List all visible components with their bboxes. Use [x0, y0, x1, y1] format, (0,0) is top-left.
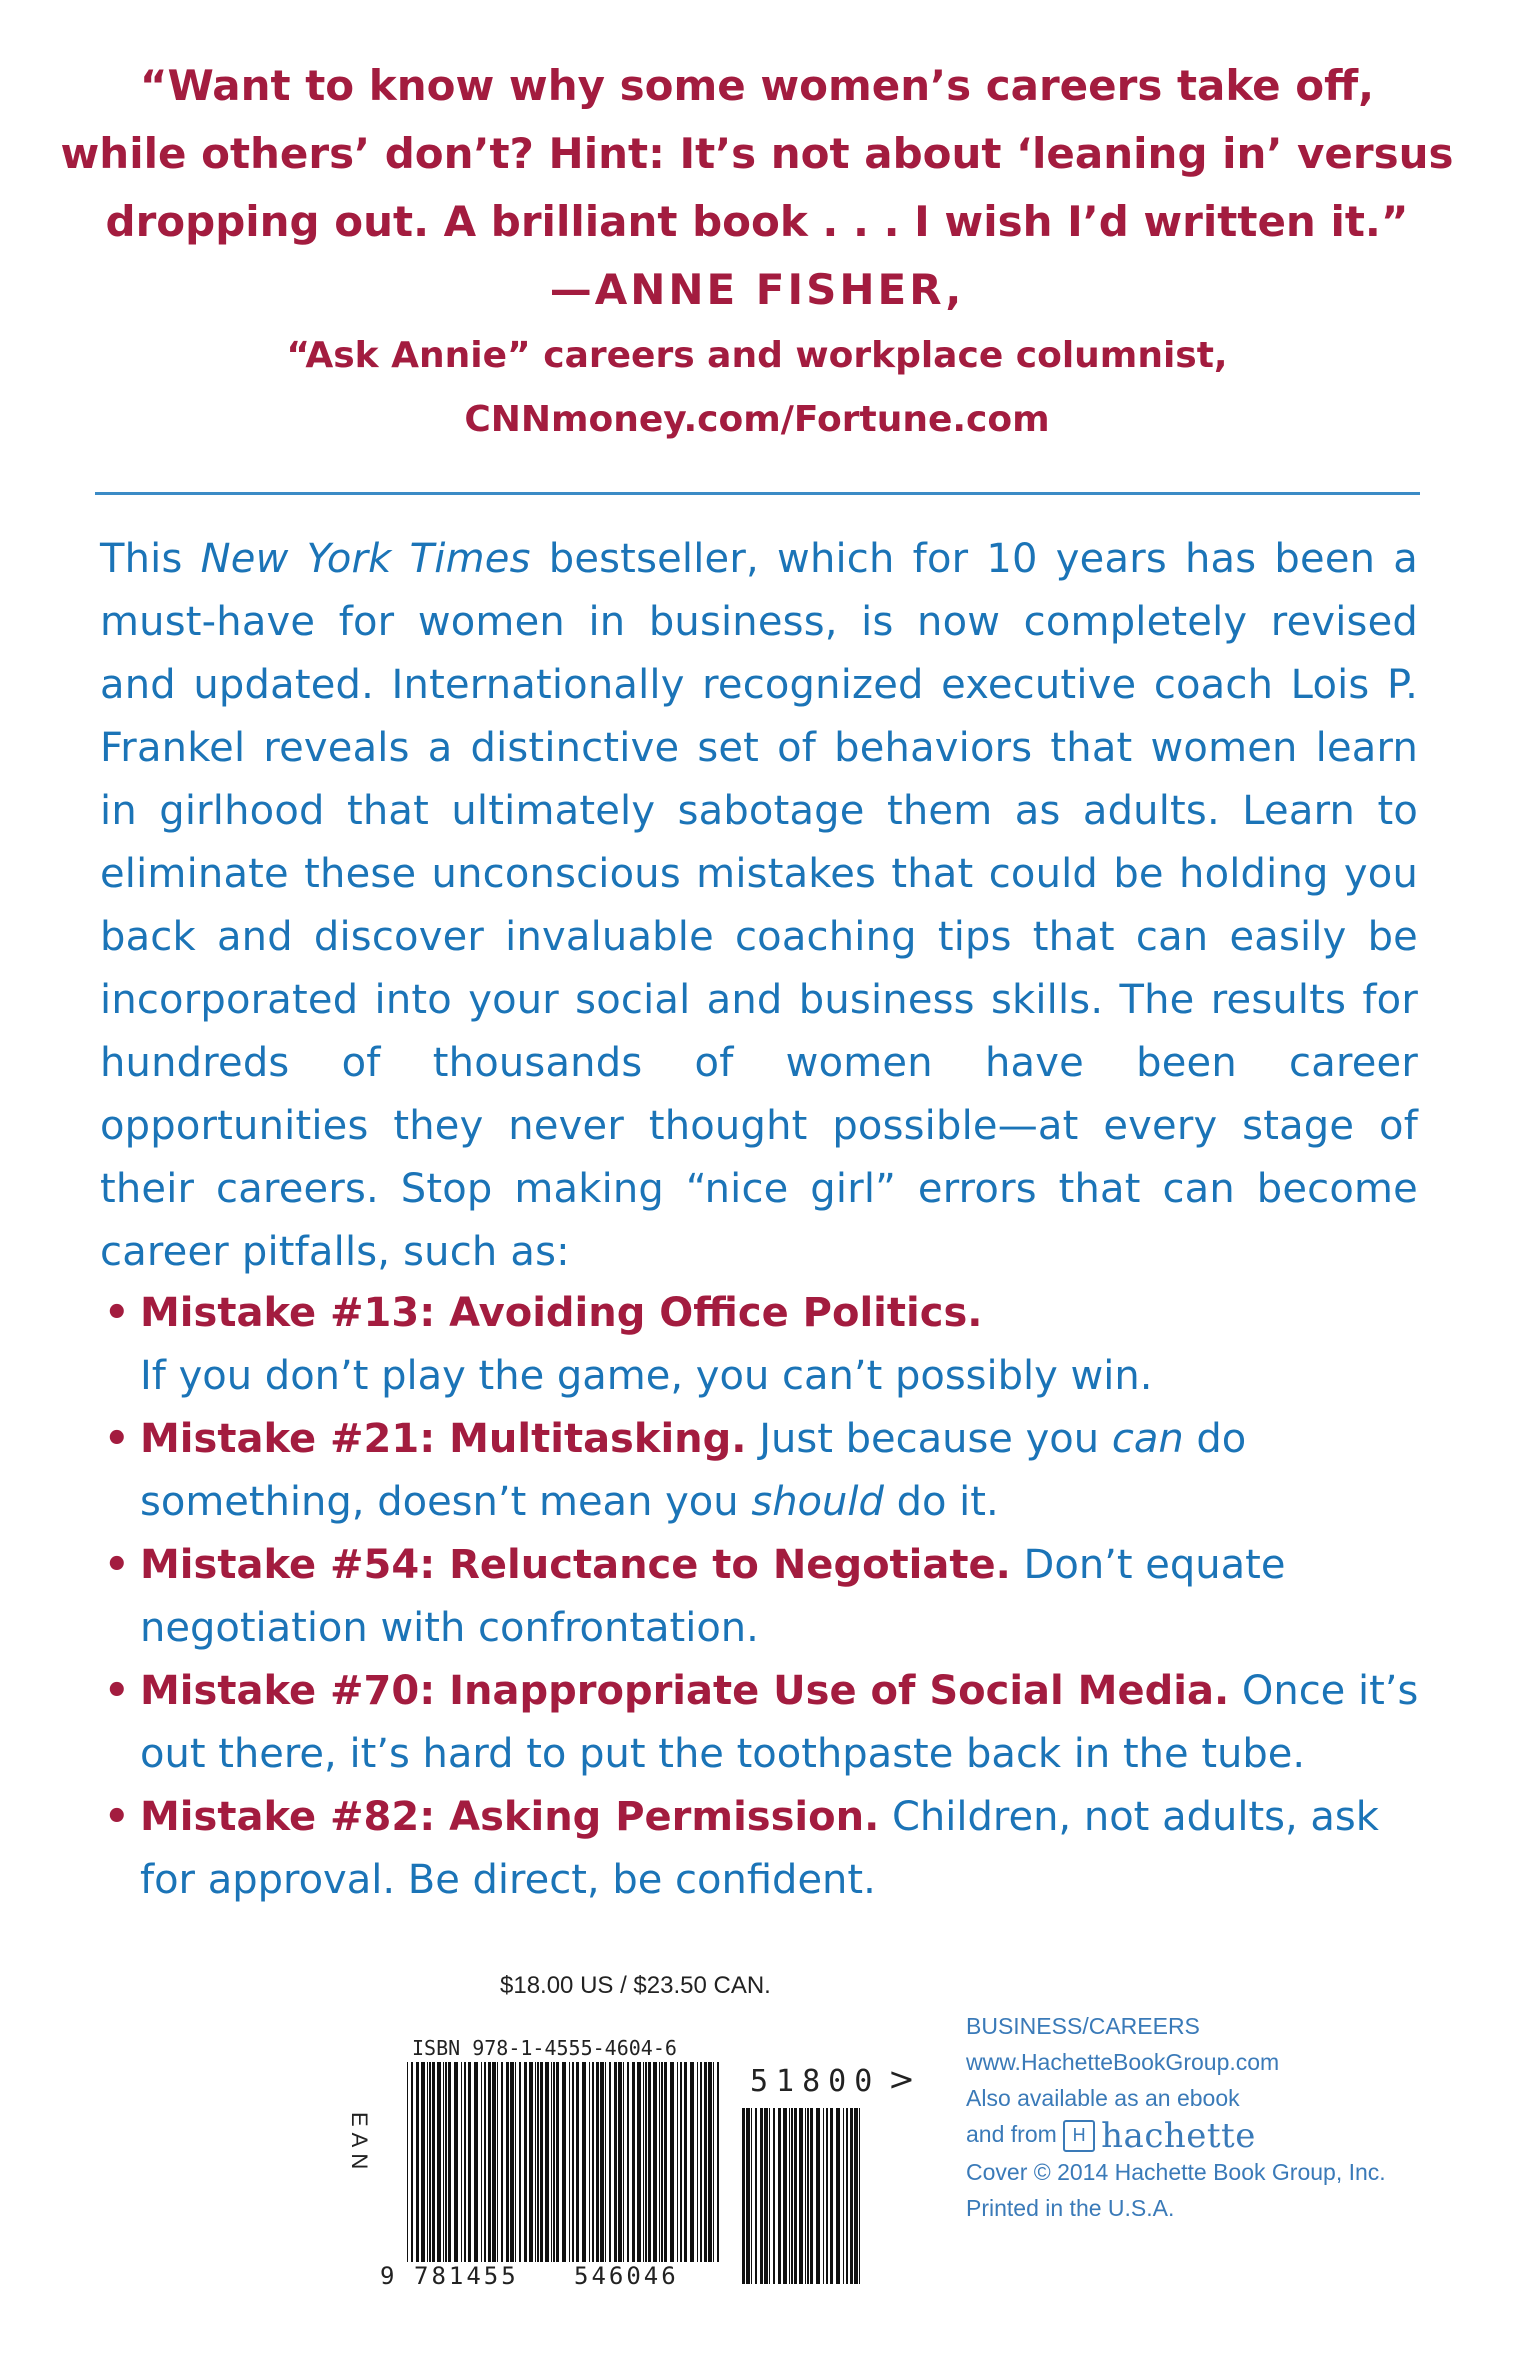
- barcode-digit-group: 546046: [574, 2262, 679, 2290]
- audio-note: [966, 2116, 1466, 2154]
- mistake-title: Mistake #13: Avoiding Office Politics.: [140, 1290, 983, 1336]
- mistake-title: Mistake #21: Multitasking.: [140, 1416, 747, 1462]
- ebook-note: Also available as an ebook: [966, 2085, 1240, 2111]
- quote-author: —ANNE FISHER,: [549, 265, 965, 314]
- mistake-body: If you don’t play the game, you can’t possibly win.: [140, 1353, 1153, 1399]
- description-intro: This: [100, 536, 201, 582]
- newspaper-title: New York Times: [200, 536, 531, 582]
- publisher-website: www.HachetteBookGroup.com: [966, 2049, 1280, 2075]
- quote-line: while others’ don’t? Hint: It’s not about ‘leaning in’ versus: [60, 129, 1454, 178]
- barcode-icon: [405, 2062, 723, 2262]
- list-item: [100, 1534, 1440, 1660]
- ean-label: EAN: [347, 2112, 372, 2176]
- isbn-label: ISBN 978-1-4555-4604-6: [412, 2036, 677, 2060]
- audio-prefix: and from: [966, 2121, 1057, 2147]
- printed-line: Printed in the U.S.A.: [966, 2194, 1175, 2221]
- bullet-icon: •: [104, 1794, 130, 1840]
- bullet-icon: •: [104, 1668, 130, 1714]
- mistake-emphasis: should: [751, 1479, 884, 1525]
- barcode-digit-group: 9: [380, 2262, 395, 2290]
- mistake-emphasis: can: [1111, 1416, 1184, 1462]
- barcode-digit-group: 781455: [414, 2262, 519, 2290]
- list-item: [100, 1408, 1440, 1534]
- mistake-body: Children, not adults, ask for approval. Be direct, be confident.: [140, 1794, 1379, 1903]
- mistake-title: Mistake #70: Inappropriate Use of Social Media.: [140, 1668, 1230, 1714]
- divider-rule: [95, 492, 1420, 495]
- mistake-body: do it.: [883, 1479, 999, 1525]
- price-label: $18.00 US / $23.50 CAN.: [500, 1972, 771, 1999]
- bullet-icon: •: [104, 1542, 130, 1588]
- quote-author-source: CNNmoney.com/Fortune.com: [464, 399, 1050, 440]
- mistake-body: Just because you: [746, 1416, 1112, 1462]
- category-label: BUSINESS/CAREERS: [966, 2013, 1200, 2039]
- quote-line: dropping out. A brilliant book . . . I wish I’d written it.”: [105, 197, 1409, 246]
- mistake-body: Once it’s out there, it’s hard to put the toothpaste back in the tube.: [140, 1668, 1419, 1777]
- hachette-logo-word: hachette: [1101, 2115, 1256, 2156]
- mistakes-list: [100, 1282, 1440, 1912]
- quote-line: “Want to know why some women’s careers take off,: [139, 61, 1375, 110]
- description-body: bestseller, which for 10 years has been a must-have for women in business, is now completely revised and updated. Internationally recognized executive coach Lois P. Frankel reveals a distinctive set of behaviors that women learn in girlhood that ultimately sabotage them as adults. Learn to eliminate these unconscious mistakes that could be holding you back and discover invaluable coaching tips that can easily be incorporated into your social and business skills. The results for hundreds of thousands of women have been career opportunities they never thought possible—at every stage of their careers. Stop making “nice girl” errors that can become career pitfalls, such as:: [100, 536, 1419, 1275]
- copyright-line: Cover © 2014 Hachette Book Group, Inc.: [966, 2158, 1386, 2185]
- mistake-body: do something, doesn’t mean you: [140, 1416, 1247, 1525]
- mistake-title: Mistake #54: Reluctance to Negotiate.: [140, 1542, 1011, 1588]
- price-addon-digits: 51800: [750, 2064, 881, 2099]
- mistake-body: Don’t equate negotiation with confrontation.: [140, 1542, 1286, 1651]
- bullet-icon: •: [104, 1416, 130, 1462]
- list-item: [100, 1786, 1440, 1912]
- quote-author-role: “Ask Annie” careers and workplace columnist,: [286, 335, 1228, 376]
- chevron-right-icon: >: [888, 2060, 915, 2098]
- mistake-title: Mistake #82: Asking Permission.: [140, 1794, 880, 1840]
- hachette-logo-icon: H: [1063, 2120, 1095, 2152]
- bullet-icon: •: [104, 1290, 130, 1336]
- endorsement-quote: [0, 52, 1514, 452]
- list-item: [100, 1282, 1440, 1408]
- book-description: [100, 528, 1418, 1284]
- publisher-info: [966, 2008, 1466, 2226]
- barcode-digits: [380, 2262, 720, 2290]
- list-item: [100, 1660, 1440, 1786]
- hachette-audio-logo: [1063, 2115, 1256, 2156]
- addon-barcode-icon: [740, 2108, 864, 2284]
